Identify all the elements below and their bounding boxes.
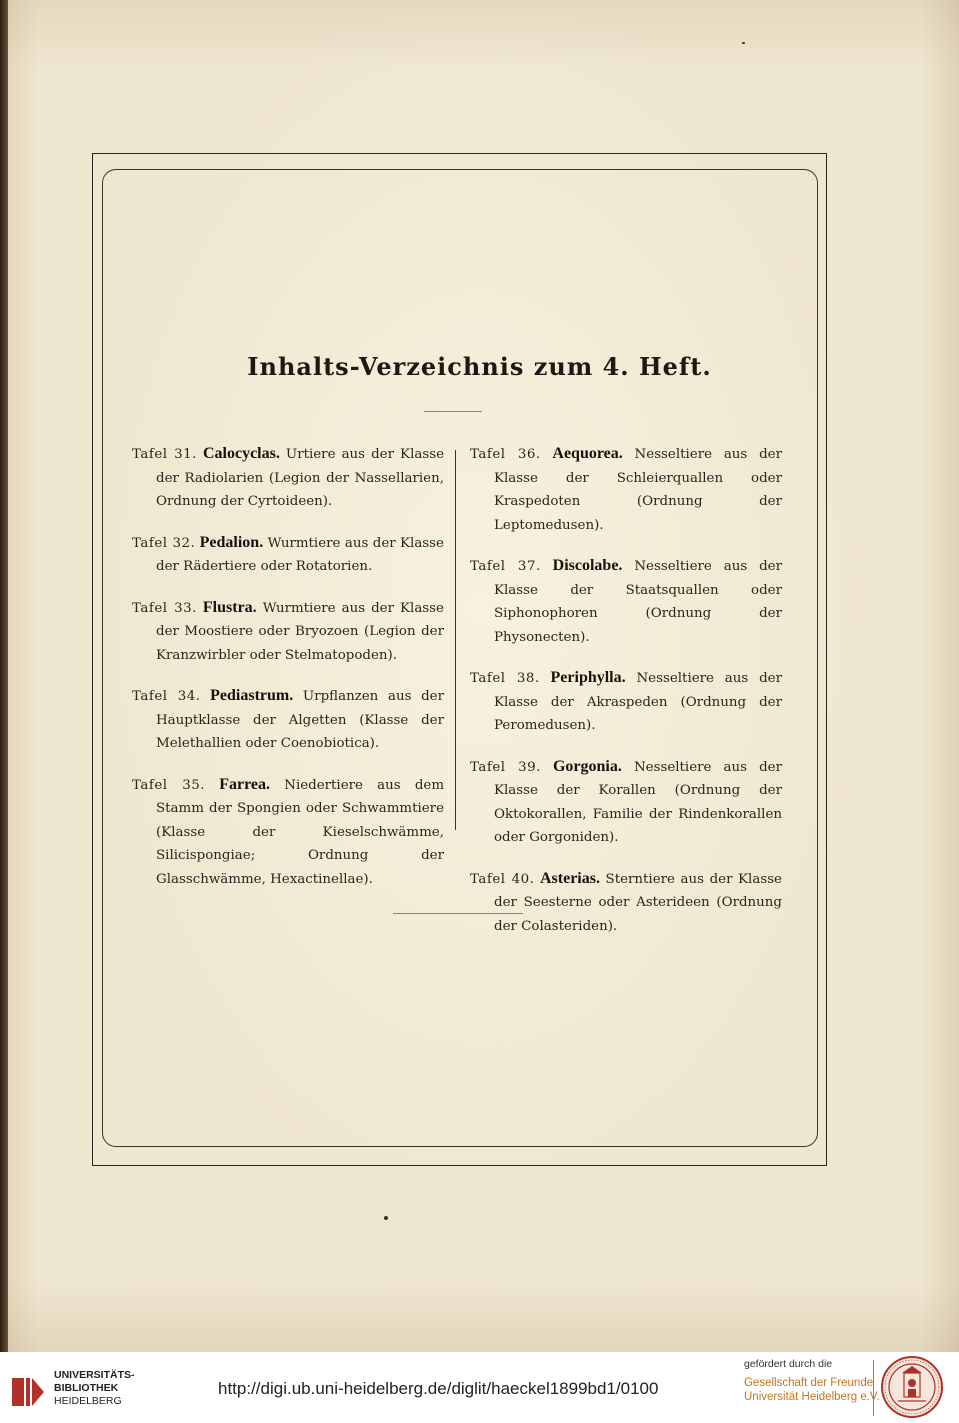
dust-speck	[742, 42, 745, 44]
dust-speck	[384, 1216, 388, 1220]
tafel-number: Tafel 31.	[132, 447, 197, 462]
library-logo-icon	[8, 1372, 48, 1412]
tafel-number: Tafel 33.	[132, 600, 197, 616]
genus-name: Gorgonia.	[552, 757, 622, 775]
entry-description: Urtiere aus der Klasse der Radiolarien (Legion der Nassellarien, Ordnung der Cyrtoideen).	[156, 447, 444, 509]
sponsor-block	[744, 1358, 880, 1404]
book-edge-shadow	[0, 0, 8, 1352]
entry-description: Wurmtiere aus der Klasse der Rädertiere oder Rotatorien.	[156, 535, 444, 574]
entry-description: Nesseltiere aus der Klasse der Staatsquallen oder Siphonophoren (Ordnung der Physonecten).	[494, 559, 782, 645]
toc-entry	[132, 773, 444, 892]
bottom-rule	[393, 913, 523, 914]
entry-description: Niedertiere aus dem Stamm der Spongien oder Schwammtiere (Klasse der Kieselschwämme, Silicispongiae; Ordnung der Glasschwämme, Hexactinellae).	[156, 777, 445, 887]
tafel-number: Tafel 38.	[470, 671, 540, 686]
genus-name: Aequorea.	[552, 445, 623, 462]
genus-name: Pedalion.	[199, 533, 264, 551]
toc-entry	[132, 596, 444, 668]
tafel-number: Tafel 37.	[470, 559, 541, 574]
university-seal-icon	[880, 1355, 944, 1419]
library-line: BIBLIOTHEK	[54, 1382, 119, 1394]
genus-name: Farrea.	[219, 775, 271, 793]
sponsor-lead: gefördert durch die	[744, 1358, 833, 1370]
right-column	[470, 442, 782, 955]
library-line: UNIVERSITÄTS-	[54, 1369, 135, 1381]
entry-description: Wurmtiere aus der Klasse der Moostiere oder Bryozoen (Legion der Kranzwirbler oder Stelmatopoden).	[156, 600, 444, 663]
genus-name: Asterias.	[539, 869, 600, 887]
tafel-number: Tafel 39.	[470, 759, 541, 775]
tafel-number: Tafel 36.	[470, 447, 541, 462]
left-column	[132, 442, 444, 908]
toc-entry	[470, 867, 782, 939]
sponsor-org	[744, 1376, 880, 1404]
sponsor-line: Gesellschaft der Freunde	[744, 1377, 874, 1389]
toc-entry	[132, 531, 444, 579]
toc-entry	[470, 442, 782, 537]
entry-description: Sterntiere aus der Klasse der Seesterne oder Asterideen (Ordnung der Colasteriden).	[494, 871, 782, 934]
genus-name: Pediastrum.	[210, 687, 294, 704]
page-title: Inhalts-Verzeichnis zum 4. Heft.	[247, 352, 712, 381]
permalink-url[interactable]: http://digi.ub.uni-heidelberg.de/diglit/haeckel1899bd1/0100	[218, 1379, 659, 1398]
library-line: HEIDELBERG	[54, 1395, 122, 1407]
toc-entry	[470, 755, 782, 850]
sponsor-separator	[873, 1360, 874, 1416]
toc-entry	[132, 684, 444, 756]
title-rule	[424, 411, 482, 412]
tafel-number: Tafel 35.	[132, 777, 206, 793]
genus-name: Calocyclas.	[202, 445, 280, 462]
tafel-number: Tafel 32.	[132, 535, 196, 551]
sponsor-line: Universität Heidelberg e.V.	[744, 1391, 880, 1403]
genus-name: Discolabe.	[552, 557, 623, 574]
entry-description: Nesseltiere aus der Klasse der Korallen (Ordnung der Oktokorallen, Familie der Rindenkorallen oder Gorgoniden).	[494, 759, 782, 845]
entry-description: Nesseltiere aus der Klasse der Schleierquallen oder Kraspedoten (Ordnung der Leptomedusen).	[494, 447, 782, 533]
entry-description: Urpflanzen aus der Hauptklasse der Algetten (Klasse der Melethallien oder Coenobiotica).	[156, 689, 444, 751]
genus-name: Flustra.	[202, 598, 257, 616]
entry-description: Nesseltiere aus der Klasse der Akraspeden (Ordnung der Peromedusen).	[494, 671, 783, 733]
genus-name: Periphylla.	[550, 669, 626, 686]
tafel-number: Tafel 40.	[470, 871, 535, 887]
tafel-number: Tafel 34.	[132, 689, 201, 704]
toc-entry	[470, 554, 782, 649]
library-name	[54, 1369, 135, 1408]
toc-entry	[132, 442, 444, 514]
toc-entry	[470, 666, 782, 738]
column-divider	[455, 450, 456, 830]
